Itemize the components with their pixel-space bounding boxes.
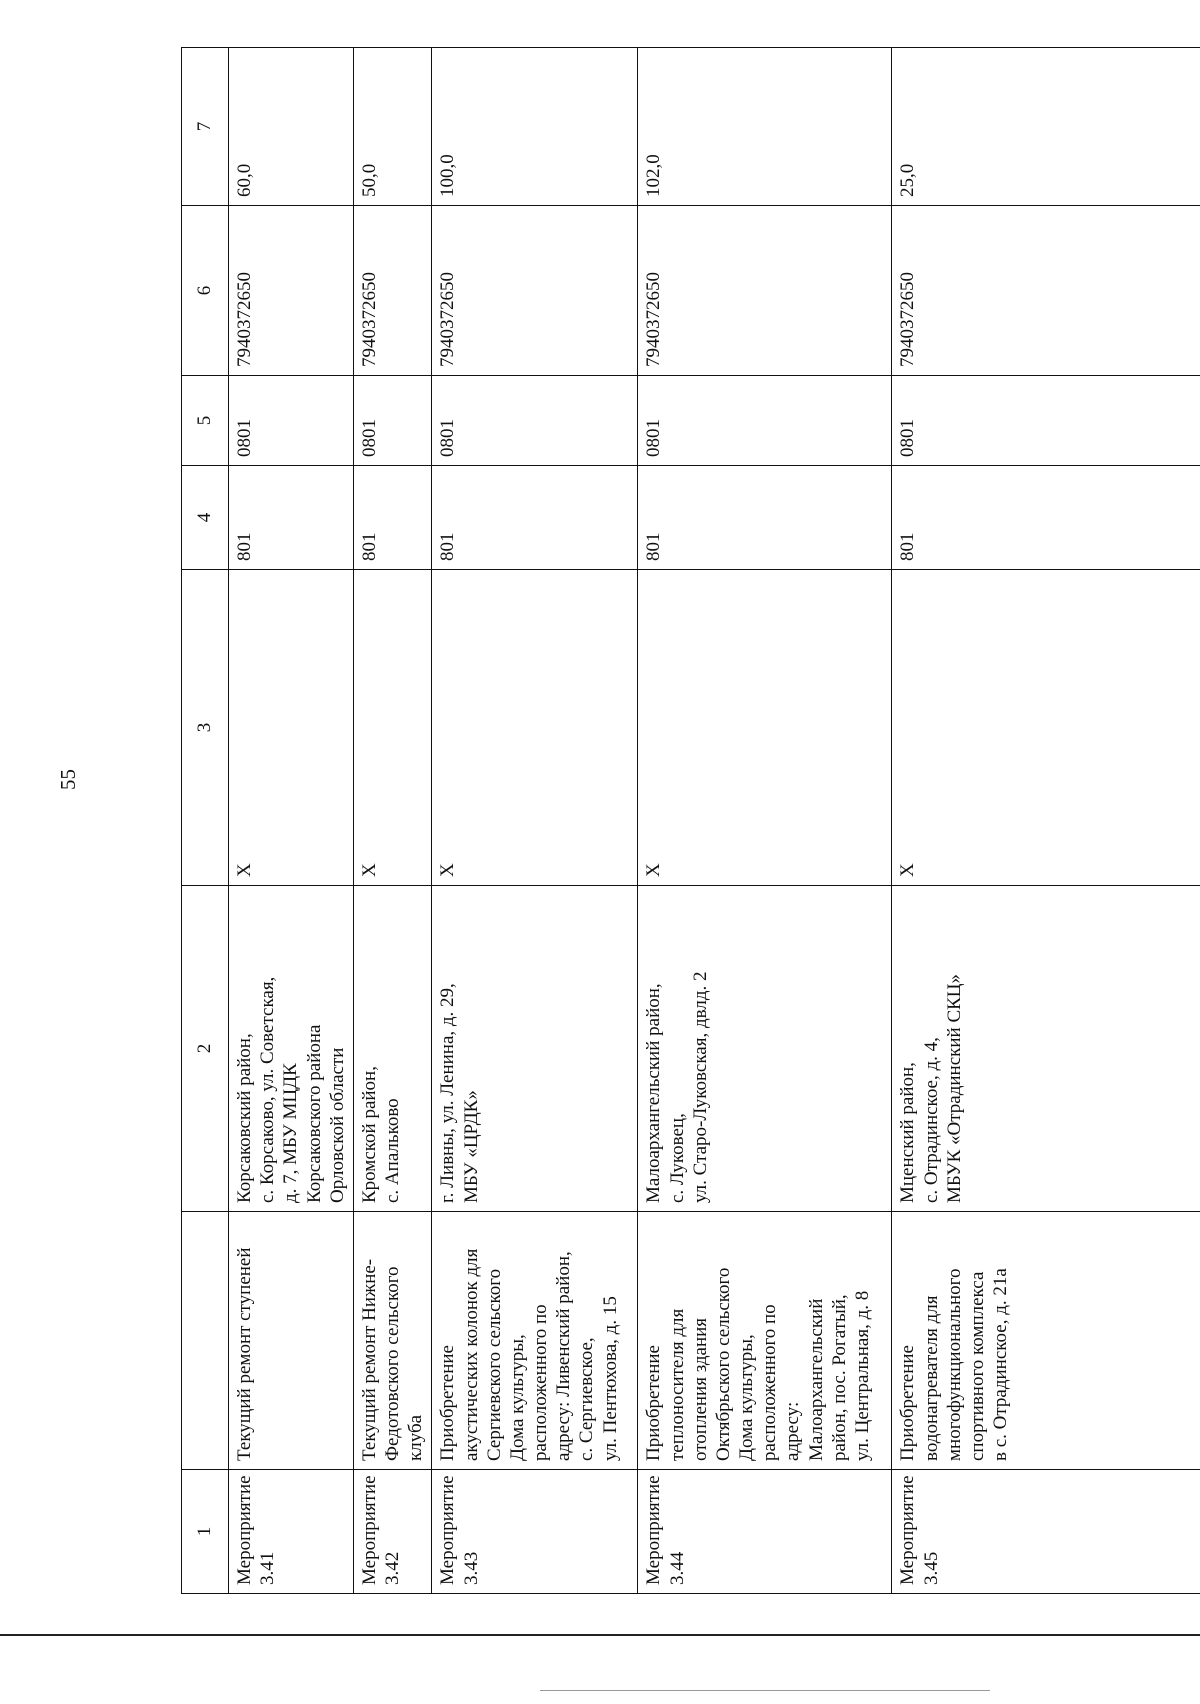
- table-row: [353, 48, 432, 1594]
- col6-cell: 7940372650: [638, 206, 892, 376]
- amount-cell: 25,0: [892, 48, 1200, 206]
- amount-cell: 102,0: [638, 48, 892, 206]
- measure-id-cell: Мероприятие 3.44: [638, 1470, 892, 1594]
- col4-cell: 801: [638, 466, 892, 570]
- header-cell: 2: [182, 886, 229, 1212]
- col6-cell: 7940372650: [229, 206, 354, 376]
- header-cell: 4: [182, 466, 229, 570]
- table-row: [229, 48, 354, 1594]
- measure-description-cell: Текущий ремонт ступеней: [229, 1212, 354, 1470]
- table-row: [892, 48, 1200, 1594]
- header-cell: 3: [182, 570, 229, 886]
- measure-id-cell: Мероприятие 3.43: [432, 1470, 638, 1594]
- col3-cell: Х: [353, 570, 432, 886]
- page-number: 55: [56, 769, 80, 790]
- measure-description-cell: Приобретение акустических колонок для Сергиевского сельского Дома культуры, расположенного по адресу: Ливенский район, с. Сергиевское, ул. Пентюхова, д. 15: [432, 1212, 638, 1470]
- col3-cell: Х: [432, 570, 638, 886]
- scan-edge-line: [540, 1690, 990, 1691]
- address-cell: Мценский район, с. Отрадинское, д. 4, МБУК «Отрадинский СКЦ»: [892, 886, 1200, 1212]
- table-row: [432, 48, 638, 1594]
- table-row: [638, 48, 892, 1594]
- measure-id-cell: Мероприятие 3.41: [229, 1470, 354, 1594]
- col6-cell: 7940372650: [892, 206, 1200, 376]
- amount-cell: 100,0: [432, 48, 638, 206]
- measure-id-cell: Мероприятие 3.45: [892, 1470, 1200, 1594]
- address-cell: Малоархангельский район, с. Луковец, ул. Старо-Луковская, двлд. 2: [638, 886, 892, 1212]
- col3-cell: Х: [892, 570, 1200, 886]
- col6-cell: 7940372650: [353, 206, 432, 376]
- measure-description-cell: Приобретение теплоносителя для отопления здания Октябрьского сельского Дома культуры, расположенного по адресу: Малоархангельский район, пос. Рогатый, ул. Центральная, д. 8: [638, 1212, 892, 1470]
- table-container: [181, 48, 1200, 1594]
- col4-cell: 801: [353, 466, 432, 570]
- address-cell: Корсаковский район, с. Корсаково, ул. Советская, д. 7, МБУ МЦДК Корсаковского района Орловской области: [229, 886, 354, 1212]
- address-cell: г. Ливны, ул. Ленина, д. 29, МБУ «ЦРДК»: [432, 886, 638, 1212]
- address-cell: Кромской район, с. Апальково: [353, 886, 432, 1212]
- col3-cell: Х: [229, 570, 354, 886]
- measures-table: [181, 47, 1200, 1594]
- amount-cell: 50,0: [353, 48, 432, 206]
- col6-cell: 7940372650: [432, 206, 638, 376]
- table-header-row: [182, 48, 229, 1594]
- col4-cell: 801: [892, 466, 1200, 570]
- col3-cell: Х: [638, 570, 892, 886]
- page-bottom-rule: [0, 1634, 1200, 1636]
- amount-cell: 60,0: [229, 48, 354, 206]
- measure-description-cell: Приобретение водонагревателя для многофункционального спортивного комплекса в с. Отрадинское, д. 21а: [892, 1212, 1200, 1470]
- header-cell: 1: [182, 1470, 229, 1594]
- col5-cell: 0801: [432, 376, 638, 466]
- col5-cell: 0801: [229, 376, 354, 466]
- header-cell: [182, 1212, 229, 1470]
- col5-cell: 0801: [353, 376, 432, 466]
- header-cell: 6: [182, 206, 229, 376]
- measure-id-cell: Мероприятие 3.42: [353, 1470, 432, 1594]
- measure-description-cell: Текущий ремонт Нижне-Федотовского сельского клуба: [353, 1212, 432, 1470]
- header-cell: 5: [182, 376, 229, 466]
- header-cell: 7: [182, 48, 229, 206]
- col5-cell: 0801: [638, 376, 892, 466]
- col4-cell: 801: [229, 466, 354, 570]
- col5-cell: 0801: [892, 376, 1200, 466]
- col4-cell: 801: [432, 466, 638, 570]
